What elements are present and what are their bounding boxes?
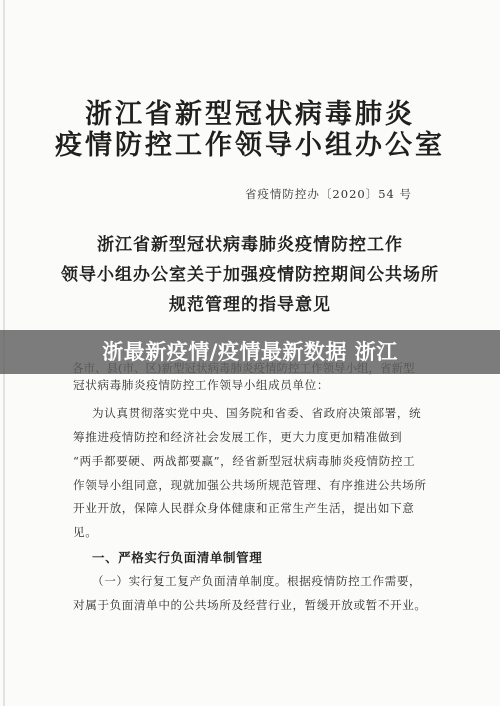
document-title-line-1: 浙江省新型冠状病毒肺炎疫情防控工作 xyxy=(97,235,403,255)
overlay-banner-text: 浙最新疫情/疫情最新数据 浙江 xyxy=(102,340,398,364)
document-title-line-2: 领导小组办公室关于加强疫情防控期间公共场所 xyxy=(61,265,439,285)
document-title-line-3: 规范管理的指导意见 xyxy=(169,295,331,315)
issuing-org-line-1: 浙江省新型冠状病毒肺炎 xyxy=(85,99,415,130)
body-line: 开业开放，保障人民群众身体健康和正常生产生活，提出如下意 xyxy=(73,501,415,515)
body-line: 作领导小组同意，现就加强公共场所规范管理、有序推进公共场所 xyxy=(73,478,427,492)
body-line: 冠状病毒肺炎疫情防控工作领导小组成员单位： xyxy=(73,378,330,392)
issuing-org-line-2: 疫情防控工作领导小组办公室 xyxy=(55,130,445,161)
body-line: 为认真贯彻落实党中央、国务院和省委、省政府决策部署，统 xyxy=(92,406,422,420)
body-line: 筹推进疫情防控和经济社会发展工作，更大力度更加精准做到 xyxy=(73,430,403,444)
section-heading: 一、严格实行负面清单制管理 xyxy=(92,550,263,565)
body-line: （一）实行复工复产负面清单制度。根据疫情防控工作需要， xyxy=(92,574,422,588)
document-number: 省疫情防控办〔2020〕54 号 xyxy=(244,187,412,201)
body-line: “两手都要硬、两战都要赢”，经省新型冠状病毒肺炎疫情防控工 xyxy=(73,454,416,468)
body-line: 见。 xyxy=(73,525,98,539)
body-line: 对属于负面清单中的公共场所及经营行业，暂缓开放或暂不开业。 xyxy=(73,598,427,612)
